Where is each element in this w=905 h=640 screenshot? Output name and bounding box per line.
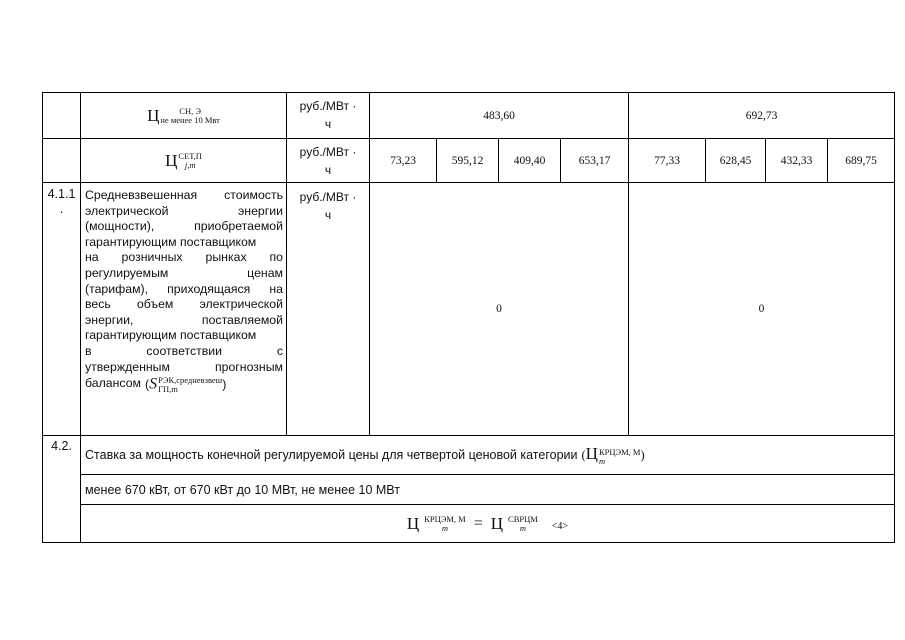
r3-number-line1: 4.1.1	[47, 187, 76, 201]
r3-value-left: 0	[496, 303, 502, 315]
r3-description-line	[85, 328, 283, 344]
tariff-table	[42, 92, 895, 543]
r3-description-word: рынках	[205, 250, 247, 265]
r6-symbol-right: Ц	[490, 513, 504, 533]
r3-description-word: на	[269, 281, 283, 296]
r3-description-word: прогнозным	[214, 359, 283, 374]
r3-description-word: соответствии	[146, 343, 223, 358]
r2-value-5: 77,33	[654, 154, 680, 167]
r3-description-word: в	[85, 343, 92, 358]
r3-description-word: объем	[136, 297, 174, 312]
r3-s-sub: ГП,m	[158, 384, 178, 395]
r1-unit-line1: руб./МВт ·	[299, 99, 357, 113]
r1-indices	[160, 107, 220, 125]
r3-description-word: поставляемой	[201, 312, 283, 327]
r1-sub: не менее 10 Мвт	[160, 114, 220, 125]
r3-number	[43, 187, 80, 217]
r3-description-line	[85, 282, 283, 298]
r2-unit-line2: ч	[324, 163, 332, 177]
r6-sup-right: СВРЦМ	[508, 513, 538, 524]
r4-text	[85, 436, 890, 474]
r3-s-symbol: S	[149, 375, 158, 393]
r3-description-line	[85, 297, 283, 313]
r3-s-formula: (S РЭК,средневзвеш ГП,m )	[145, 375, 227, 395]
r3-description-word: стоимость	[224, 188, 283, 202]
r3-description-word: энергии,	[85, 312, 134, 327]
r3-description-word: приходящаяся	[167, 281, 251, 296]
r3-description-line	[85, 344, 283, 360]
r3-description-word: электрической	[85, 203, 169, 218]
r3-description-word: регулируемым	[85, 265, 169, 280]
r4-sub: m	[598, 455, 606, 466]
r6-indices-left	[424, 515, 466, 533]
r3-description-line	[85, 235, 283, 251]
r3-description-word: на	[85, 250, 99, 265]
r6-sub-left: m	[441, 522, 449, 533]
r2-value-2: 595,12	[451, 154, 484, 167]
r1-value-left: 483,60	[483, 109, 515, 122]
r1-unit-line2: ч	[324, 117, 332, 131]
r3-description-word: энергии	[238, 203, 283, 218]
r3-desc-last-word: балансом	[85, 376, 141, 391]
r1-sup: СН, Э	[179, 105, 201, 116]
r3-number-line2: .	[59, 202, 64, 216]
r2-value-3: 409,40	[513, 154, 546, 167]
r2-sup: СЕТ,П	[178, 150, 202, 161]
r2-unit-line1: руб./МВт ·	[299, 145, 357, 159]
r6-sub-right: m	[519, 522, 526, 533]
r1-symbol: Ц	[147, 105, 160, 125]
r3-description-word: весь	[85, 297, 111, 312]
r1-value-right: 692,73	[745, 109, 778, 122]
r3-unit-line1: руб./МВт ·	[299, 190, 357, 204]
r3-description-word: ценам	[247, 265, 283, 280]
r3-description	[85, 188, 283, 394]
r3-description-word: Средневзвешенная	[85, 188, 198, 202]
r6-formula	[81, 505, 894, 542]
r4-number: 4.2.	[51, 439, 72, 453]
r2-symbol: Ц	[165, 150, 178, 170]
r4-text-body: Ставка за мощность конечной регулируемой цены для четвертой ценовой категории	[85, 448, 578, 462]
r3-description-word: с	[276, 343, 283, 358]
r3-description-line	[85, 204, 283, 220]
r3-description-word: приобретаемой	[194, 219, 283, 234]
r2-indices	[178, 152, 201, 170]
r3-description-word: электрической	[199, 297, 283, 312]
r3-description-line	[85, 266, 283, 282]
r3-description-word: (тарифам),	[85, 281, 149, 296]
r2-parameter	[81, 139, 286, 182]
r3-description-word: утвержденным	[85, 359, 170, 374]
r2-unit	[287, 143, 369, 179]
r2-sub: j,m	[184, 159, 196, 170]
r4-formula: (Ц КРЦЭМ, М m )	[581, 444, 645, 466]
r3-description-line	[85, 188, 283, 204]
r3-description-line	[85, 219, 283, 235]
r3-unit	[287, 188, 369, 224]
r3-description-line	[85, 360, 283, 376]
r3-description-word: (мощности),	[85, 219, 155, 234]
r3-description-lines	[85, 188, 283, 375]
r1-parameter	[81, 93, 286, 138]
r6-equals: =	[473, 514, 483, 532]
r3-s-sup: РЭК,средневзвеш	[158, 375, 223, 386]
r3-description-word: по	[269, 250, 283, 265]
r6-note: <4>	[551, 521, 569, 532]
r5-text: менее 670 кВт, от 670 кВт до 10 МВт, не менее 10 МВт	[85, 482, 400, 497]
r6-indices-right	[508, 515, 538, 533]
r3-unit-line2: ч	[324, 208, 332, 222]
r6-symbol-left: Ц	[406, 513, 420, 533]
r4-indices	[599, 448, 641, 466]
r4-symbol: Ц	[585, 444, 598, 464]
r2-value-6: 628,45	[719, 154, 752, 167]
r3-value-right: 0	[758, 303, 765, 315]
r3-description-line	[85, 313, 283, 329]
r3-description-word: гарантирующим поставщиком	[85, 328, 257, 343]
r3-s-indices	[158, 376, 222, 394]
r1-unit	[287, 97, 369, 133]
r6-sup-left: КРЦЭМ, М	[424, 513, 466, 524]
r3-description-last	[85, 376, 283, 394]
r3-description-word: гарантирующим поставщиком	[85, 234, 257, 249]
r2-value-8: 689,75	[845, 154, 877, 167]
r2-value-4: 653,17	[578, 154, 611, 167]
r2-value-7: 432,33	[780, 154, 813, 167]
r4-sup: КРЦЭМ, М	[598, 446, 641, 457]
r3-description-word: розничных	[121, 250, 183, 265]
r2-value-1: 73,23	[390, 154, 416, 167]
r3-description-line	[85, 250, 283, 266]
